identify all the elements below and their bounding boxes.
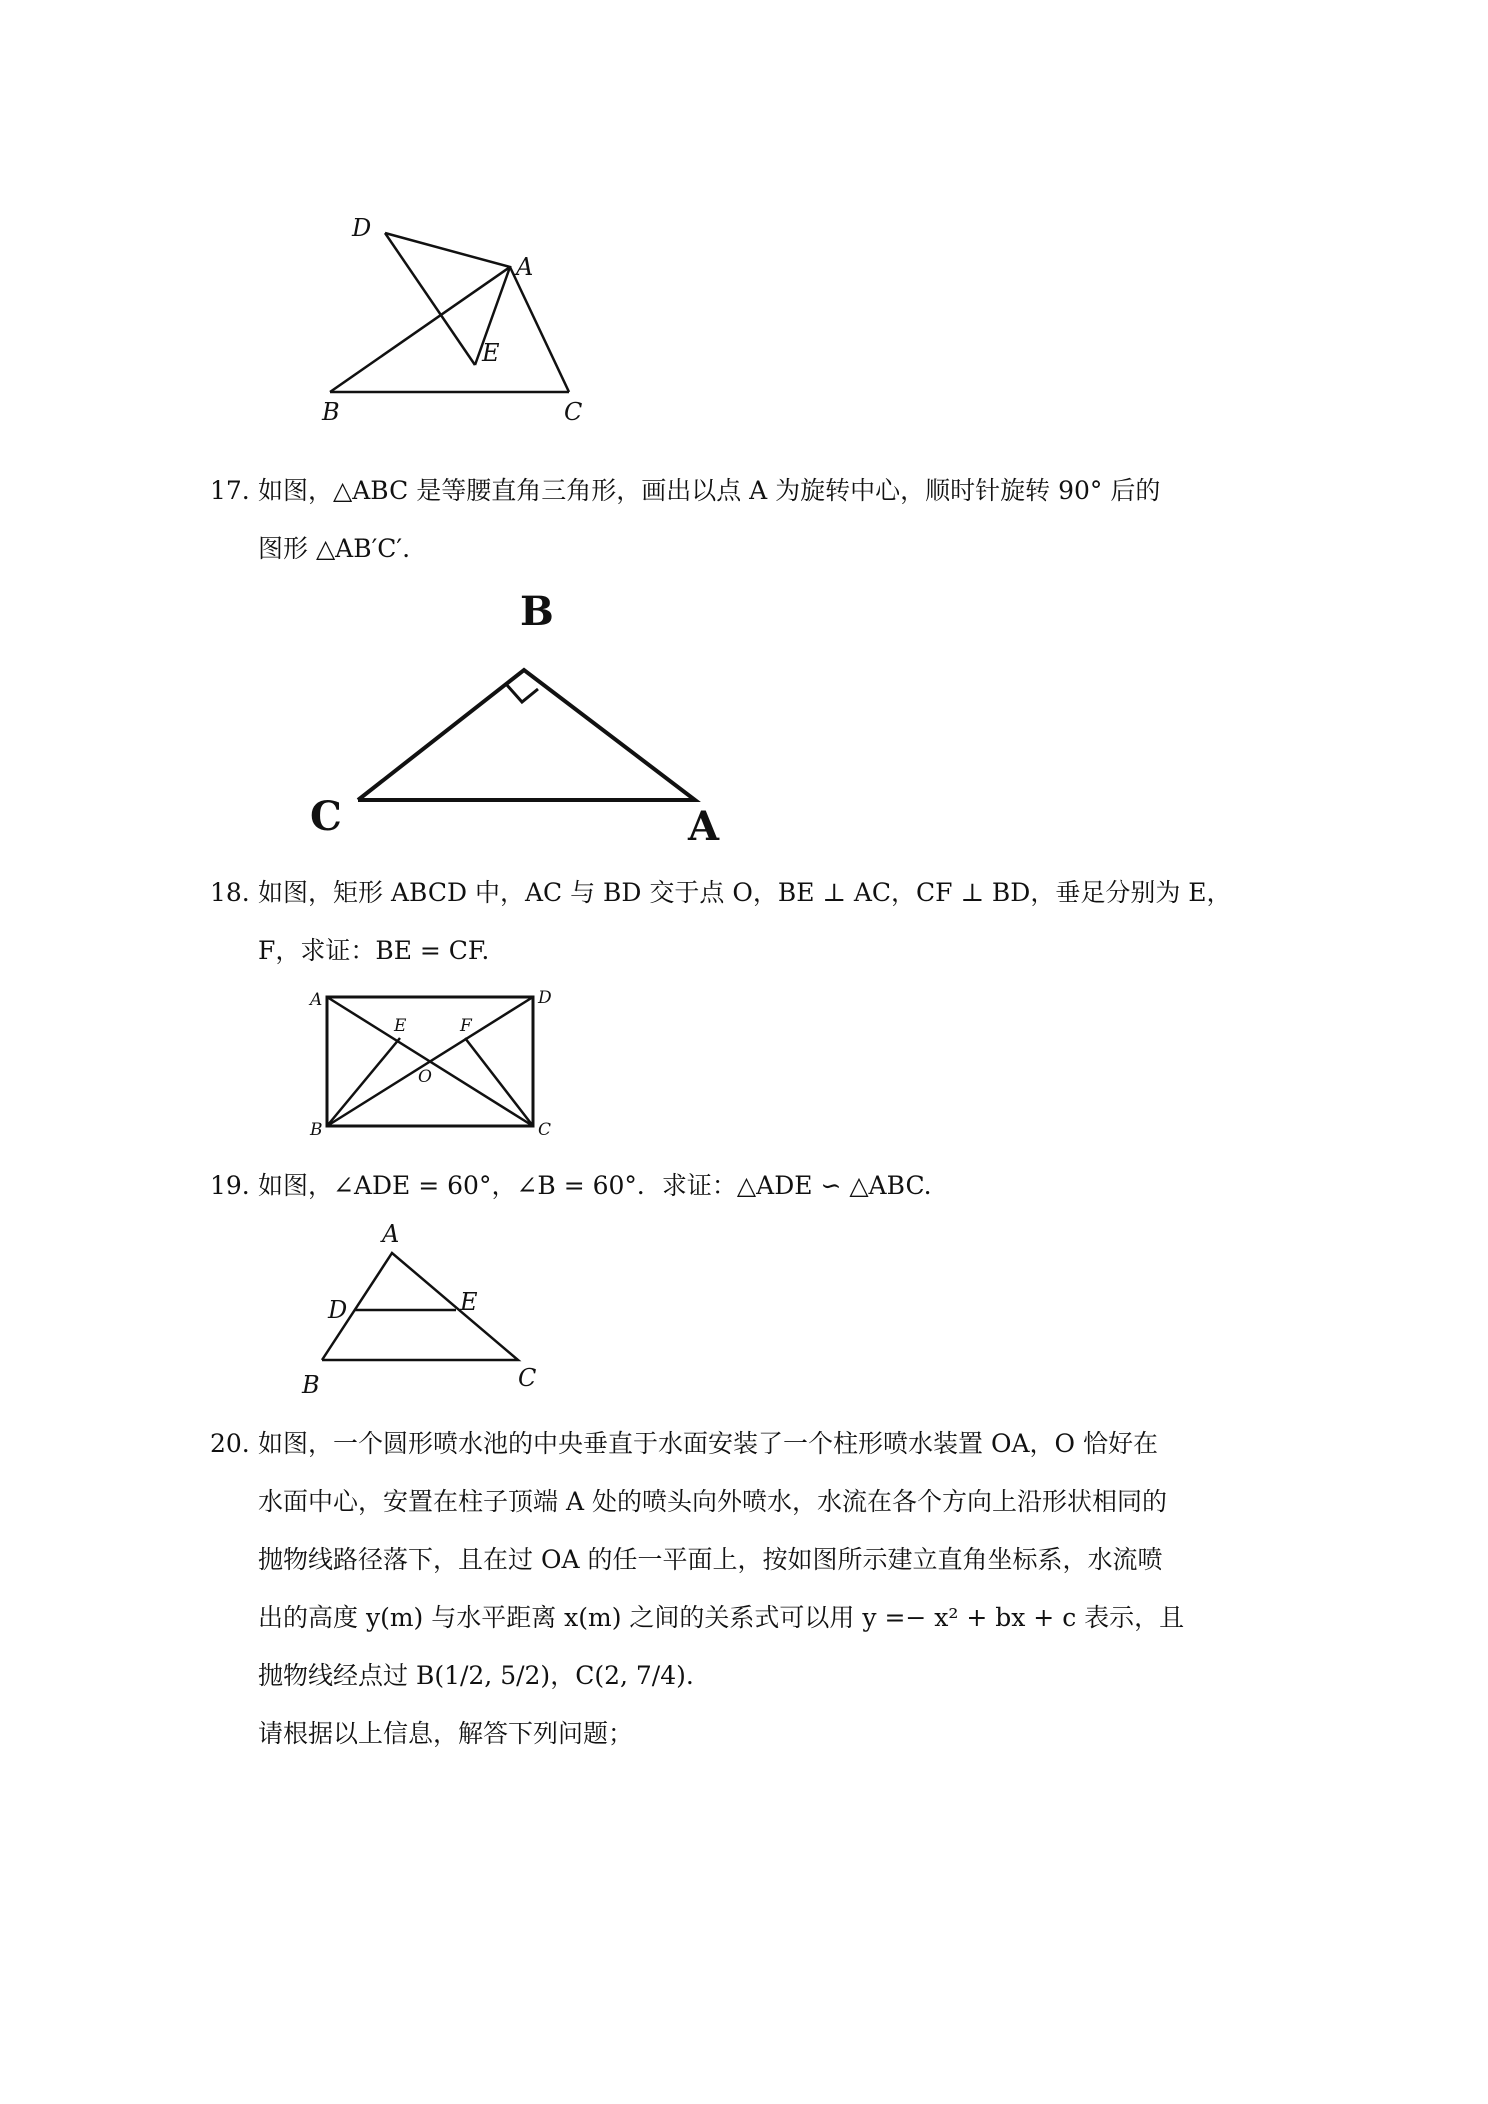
question-text-line: 抛物线经点过 B(1/2, 5/2)，C(2, 7/4). <box>258 1661 694 1690</box>
question-number: 20. <box>210 1429 250 1458</box>
label-c: C <box>310 793 342 840</box>
question-text-line: 如图，∠ADE = 60°，∠B = 60°．求证：△ADE ∽ △ABC. <box>258 1171 932 1200</box>
question-text-line: 如图，矩形 ABCD 中，AC 与 BD 交于点 O，BE ⊥ AC，CF ⊥ BD，垂足分别为 E， <box>258 878 1232 907</box>
question-number: 17. <box>210 476 250 505</box>
label-b: B <box>302 1371 320 1399</box>
question-18 <box>210 864 1268 980</box>
label-d: D <box>328 1296 348 1324</box>
figure-19 <box>300 1220 560 1405</box>
label-b: B <box>322 398 340 426</box>
question-text-line: 如图，△ABC 是等腰直角三角形，画出以点 A 为旋转中心，顺时针旋转 90° 后的 <box>258 476 1161 505</box>
label-a: A <box>688 803 720 850</box>
figure-17 <box>300 585 740 855</box>
question-number: 19. <box>210 1171 250 1200</box>
question-text-line: 请根据以上信息，解答下列问题； <box>258 1719 634 1748</box>
question-20 <box>210 1415 1268 1763</box>
question-text-line: 水面中心，安置在柱子顶端 A 处的喷头向外喷水，水流在各个方向上沿形状相同的 <box>258 1487 1167 1516</box>
label-a: A <box>382 1220 400 1248</box>
label-b: B <box>520 588 554 635</box>
question-text-line: 图形 △AB′C′. <box>258 534 411 563</box>
label-e: E <box>460 1288 478 1316</box>
figure-18 <box>300 985 580 1145</box>
label-a: A <box>310 990 323 1010</box>
label-b: B <box>310 1120 323 1140</box>
label-c: C <box>518 1364 537 1392</box>
label-d: D <box>538 988 552 1008</box>
question-text-line: F，求证：BE = CF. <box>258 936 490 965</box>
label-f: F <box>460 1016 472 1036</box>
question-text-line: 如图，一个圆形喷水池的中央垂直于水面安装了一个柱形喷水装置 OA，O 恰好在 <box>258 1429 1158 1458</box>
label-a: A <box>516 253 534 281</box>
label-o: O <box>418 1067 432 1087</box>
question-number: 18. <box>210 878 250 907</box>
question-text-line: 出的高度 y(m) 与水平距离 x(m) 之间的关系式可以用 y =− x² + bx + c 表示，且 <box>258 1603 1185 1632</box>
question-text-line: 抛物线路径落下，且在过 OA 的任一平面上，按如图所示建立直角坐标系，水流喷 <box>258 1545 1163 1574</box>
label-d: D <box>352 214 372 242</box>
question-19 <box>210 1157 1268 1215</box>
figure-16 <box>300 205 620 435</box>
label-e: E <box>482 339 500 367</box>
question-17 <box>210 462 1268 578</box>
label-c: C <box>564 398 583 426</box>
label-e: E <box>394 1016 407 1036</box>
label-c: C <box>538 1120 552 1140</box>
